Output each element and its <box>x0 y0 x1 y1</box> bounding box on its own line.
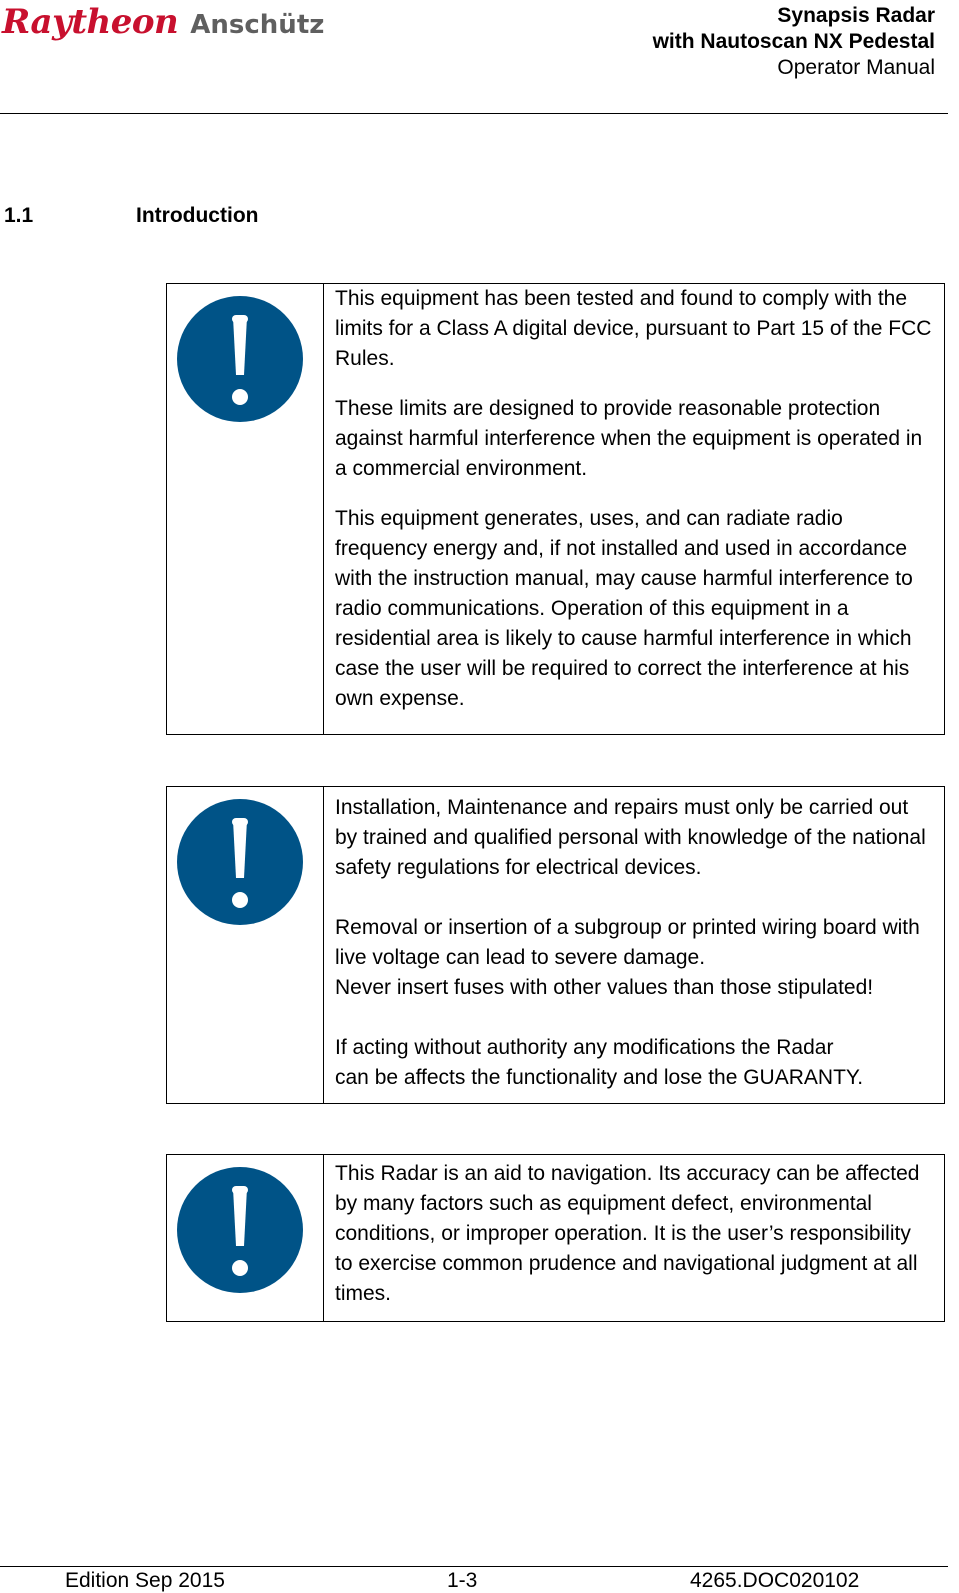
footer-edition: Edition Sep 2015 <box>65 1569 225 1592</box>
notice-paragraph: Installation, Maintenance and repairs must only be carried out by trained and qualified personal with knowledge of the national safety regulations for electrical devices. <box>335 796 926 879</box>
notice-text <box>324 1155 944 1321</box>
footer-doc-number: 4265.DOC020102 <box>690 1569 860 1592</box>
section-number: 1.1 <box>4 204 34 227</box>
logo-sub: Anschütz <box>190 10 325 40</box>
notice-paragraph <box>335 913 932 1003</box>
mandatory-exclamation-icon <box>176 295 304 423</box>
notice-icon-cell <box>167 284 324 734</box>
notice-paragraph <box>335 1033 932 1093</box>
section-title: Introduction <box>136 204 259 227</box>
notice-line: can be affects the functionality and lose the GUARANTY. <box>335 1066 864 1089</box>
notice-icon-cell <box>167 787 324 1103</box>
notice-paragraph: These limits are designed to provide reasonable protection against harmful interference when the equipment is operated in a commercial environment. <box>335 397 923 480</box>
notice-icon-cell <box>167 1155 324 1321</box>
notice-box-navigation-aid <box>166 1154 945 1322</box>
doc-title-line3: Operator Manual <box>777 56 935 79</box>
notice-line: If acting without authority any modifications the Radar <box>335 1036 834 1059</box>
notice-line: Never insert fuses with other values than those stipulated! <box>335 976 874 999</box>
page-footer <box>0 1569 948 1593</box>
notice-paragraph: This Radar is an aid to navigation. Its accuracy can be affected by many factors such as equipment defect, environmental conditions, or improper operation. It is the user’s responsibility to exercise common prudence and navigational judgment at all times. <box>335 1162 920 1305</box>
notice-box-fcc <box>166 283 945 735</box>
header-divider <box>0 113 948 114</box>
notice-paragraph: This equipment generates, uses, and can radiate radio frequency energy and, if not installed and used in accordance with the instruction manual, may cause harmful interference to radio communications. Operation of this equipment in a residential area is likely to cause harmful interference in which case the user will be required to correct the interference at his own expense. <box>335 507 913 710</box>
doc-title-line2: with Nautoscan NX Pedestal <box>652 30 935 53</box>
doc-title-line1: Synapsis Radar <box>777 4 935 27</box>
mandatory-exclamation-icon <box>176 1166 304 1294</box>
notice-text <box>324 787 944 1103</box>
mandatory-exclamation-icon <box>176 798 304 926</box>
footer-page-number: 1-3 <box>447 1569 478 1592</box>
notice-paragraph: This equipment has been tested and found to comply with the limits for a Class A digital device, pursuant to Part 15 of the FCC Rules. <box>335 287 932 370</box>
footer-divider <box>0 1566 948 1567</box>
company-logo <box>2 0 324 44</box>
logo-brand: Raytheon <box>2 2 179 42</box>
document-header <box>653 3 935 81</box>
notice-text <box>324 284 944 734</box>
notice-line: Removal or insertion of a subgroup or printed wiring board with live voltage can lead to severe damage. <box>335 916 920 969</box>
notice-box-maintenance <box>166 786 945 1104</box>
